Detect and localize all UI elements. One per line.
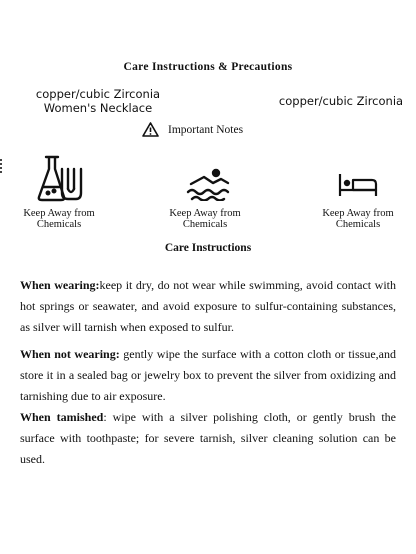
icon-label-chemicals: [10, 208, 108, 230]
hot-spring-bath-icon: [336, 172, 380, 198]
chemicals-flask-icon: [33, 155, 85, 203]
when-tarnished-text: : wipe with a silver polishing cloth, or gently brush the surface with toothpaste; for severe tarnish, silver cleaning solution can be used.: [20, 410, 397, 466]
when-wearing-text: keep it dry, do not wear while swimming, avoid contact with hot springs or seawater, and avoid exposure to sulfur-containing substances, as silver will tarnish when exposed to sulfur.: [20, 278, 396, 334]
icon-label-line2: Chemicals: [335, 219, 381, 230]
product-name-left-line1: copper/cubic Zirconia: [35, 87, 161, 101]
when-not-wearing-text: gently wipe the surface with a cotton cloth or tissue,and store it in a sealed bag or jewelry box to prevent the silver from oxidizing and tarnishing due to air exposure.: [20, 347, 396, 403]
when-tarnished-label: When tamished: [20, 410, 104, 424]
warning-icon: [142, 122, 159, 137]
icon-label-line2: Chemicals: [36, 219, 82, 230]
page-title: Care Instructions & Precautions: [123, 61, 293, 73]
icon-label-line2: Chemicals: [182, 219, 228, 230]
when-wearing-label: When wearing:: [20, 278, 100, 292]
when-tarnished-paragraph: [20, 407, 396, 470]
product-name-right: copper/cubic Zirconia: [278, 94, 404, 108]
important-notes-label: Important Notes: [168, 123, 244, 136]
edge-mark: [0, 159, 4, 173]
when-wearing-paragraph: [20, 275, 396, 338]
care-instructions-heading: Care Instructions: [164, 242, 252, 254]
when-not-wearing-label: When not wearing:: [20, 347, 120, 361]
important-notes-heading: [142, 122, 243, 137]
product-name-left-line2: Women's Necklace: [43, 101, 153, 115]
when-not-wearing-paragraph: [20, 344, 396, 407]
icon-label-hot-spring: [308, 208, 408, 230]
product-name-left: [18, 87, 178, 115]
icon-label-swimming: [156, 208, 254, 230]
icon-label-line1: Keep Away from: [169, 208, 241, 219]
swimming-icon: [183, 167, 235, 201]
icon-label-line1: Keep Away from: [23, 208, 95, 219]
icon-label-line1: Keep Away from: [322, 208, 394, 219]
